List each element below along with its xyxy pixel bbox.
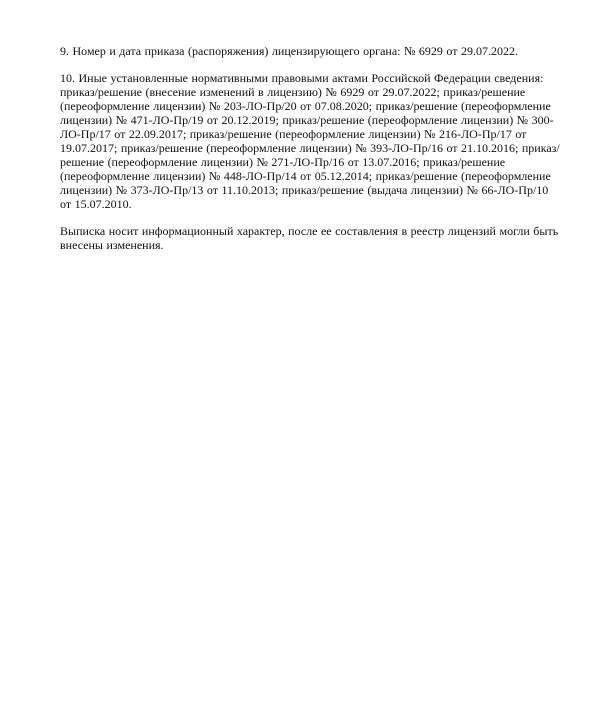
paragraph-other-regulatory-information: 10. Иные установленные нормативными правовыми актами Российской Федерации сведения: приказ/решение (внесение изменений в лицензию) № 6929 от 29.07.2022; приказ/решение (переоформление лицензии) № 203-ЛО-Пр/20 от 07.08.2020; приказ/решение (переоформление лицензии) № 471-ЛО-Пр/19 от 20.12.2019; приказ/решение (переоформление лицензии) № 300-ЛО-Пр/17 от 22.09.2017; приказ/решение (переоформление лицензии) № 216-ЛО-Пр/17 от 19.07.2017; приказ/решение (переоформление лицензии) № 393-ЛО-Пр/16 от 21.10.2016; приказ/решение (переоформление лицензии) № 271-ЛО-Пр/16 от 13.07.2016; приказ/решение (переоформление лицензии) № 448-ЛО-Пр/14 от 05.12.2014; приказ/решение (переоформление лицензии) № 373-ЛО-Пр/13 от 11.10.2013; приказ/решение (выдача лицензии) № 66-ЛО-Пр/10 от 15.07.2010.	[60, 71, 560, 211]
document-text-block	[60, 44, 562, 252]
paragraph-licensing-authority-order: 9. Номер и дата приказа (распоряжения) лицензирующего органа: № 6929 от 29.07.2022.	[60, 44, 519, 58]
paragraph-disclaimer: Выписка носит информационный характер, после ее составления в реестр лицензий могли быть внесены изменения.	[60, 224, 559, 252]
